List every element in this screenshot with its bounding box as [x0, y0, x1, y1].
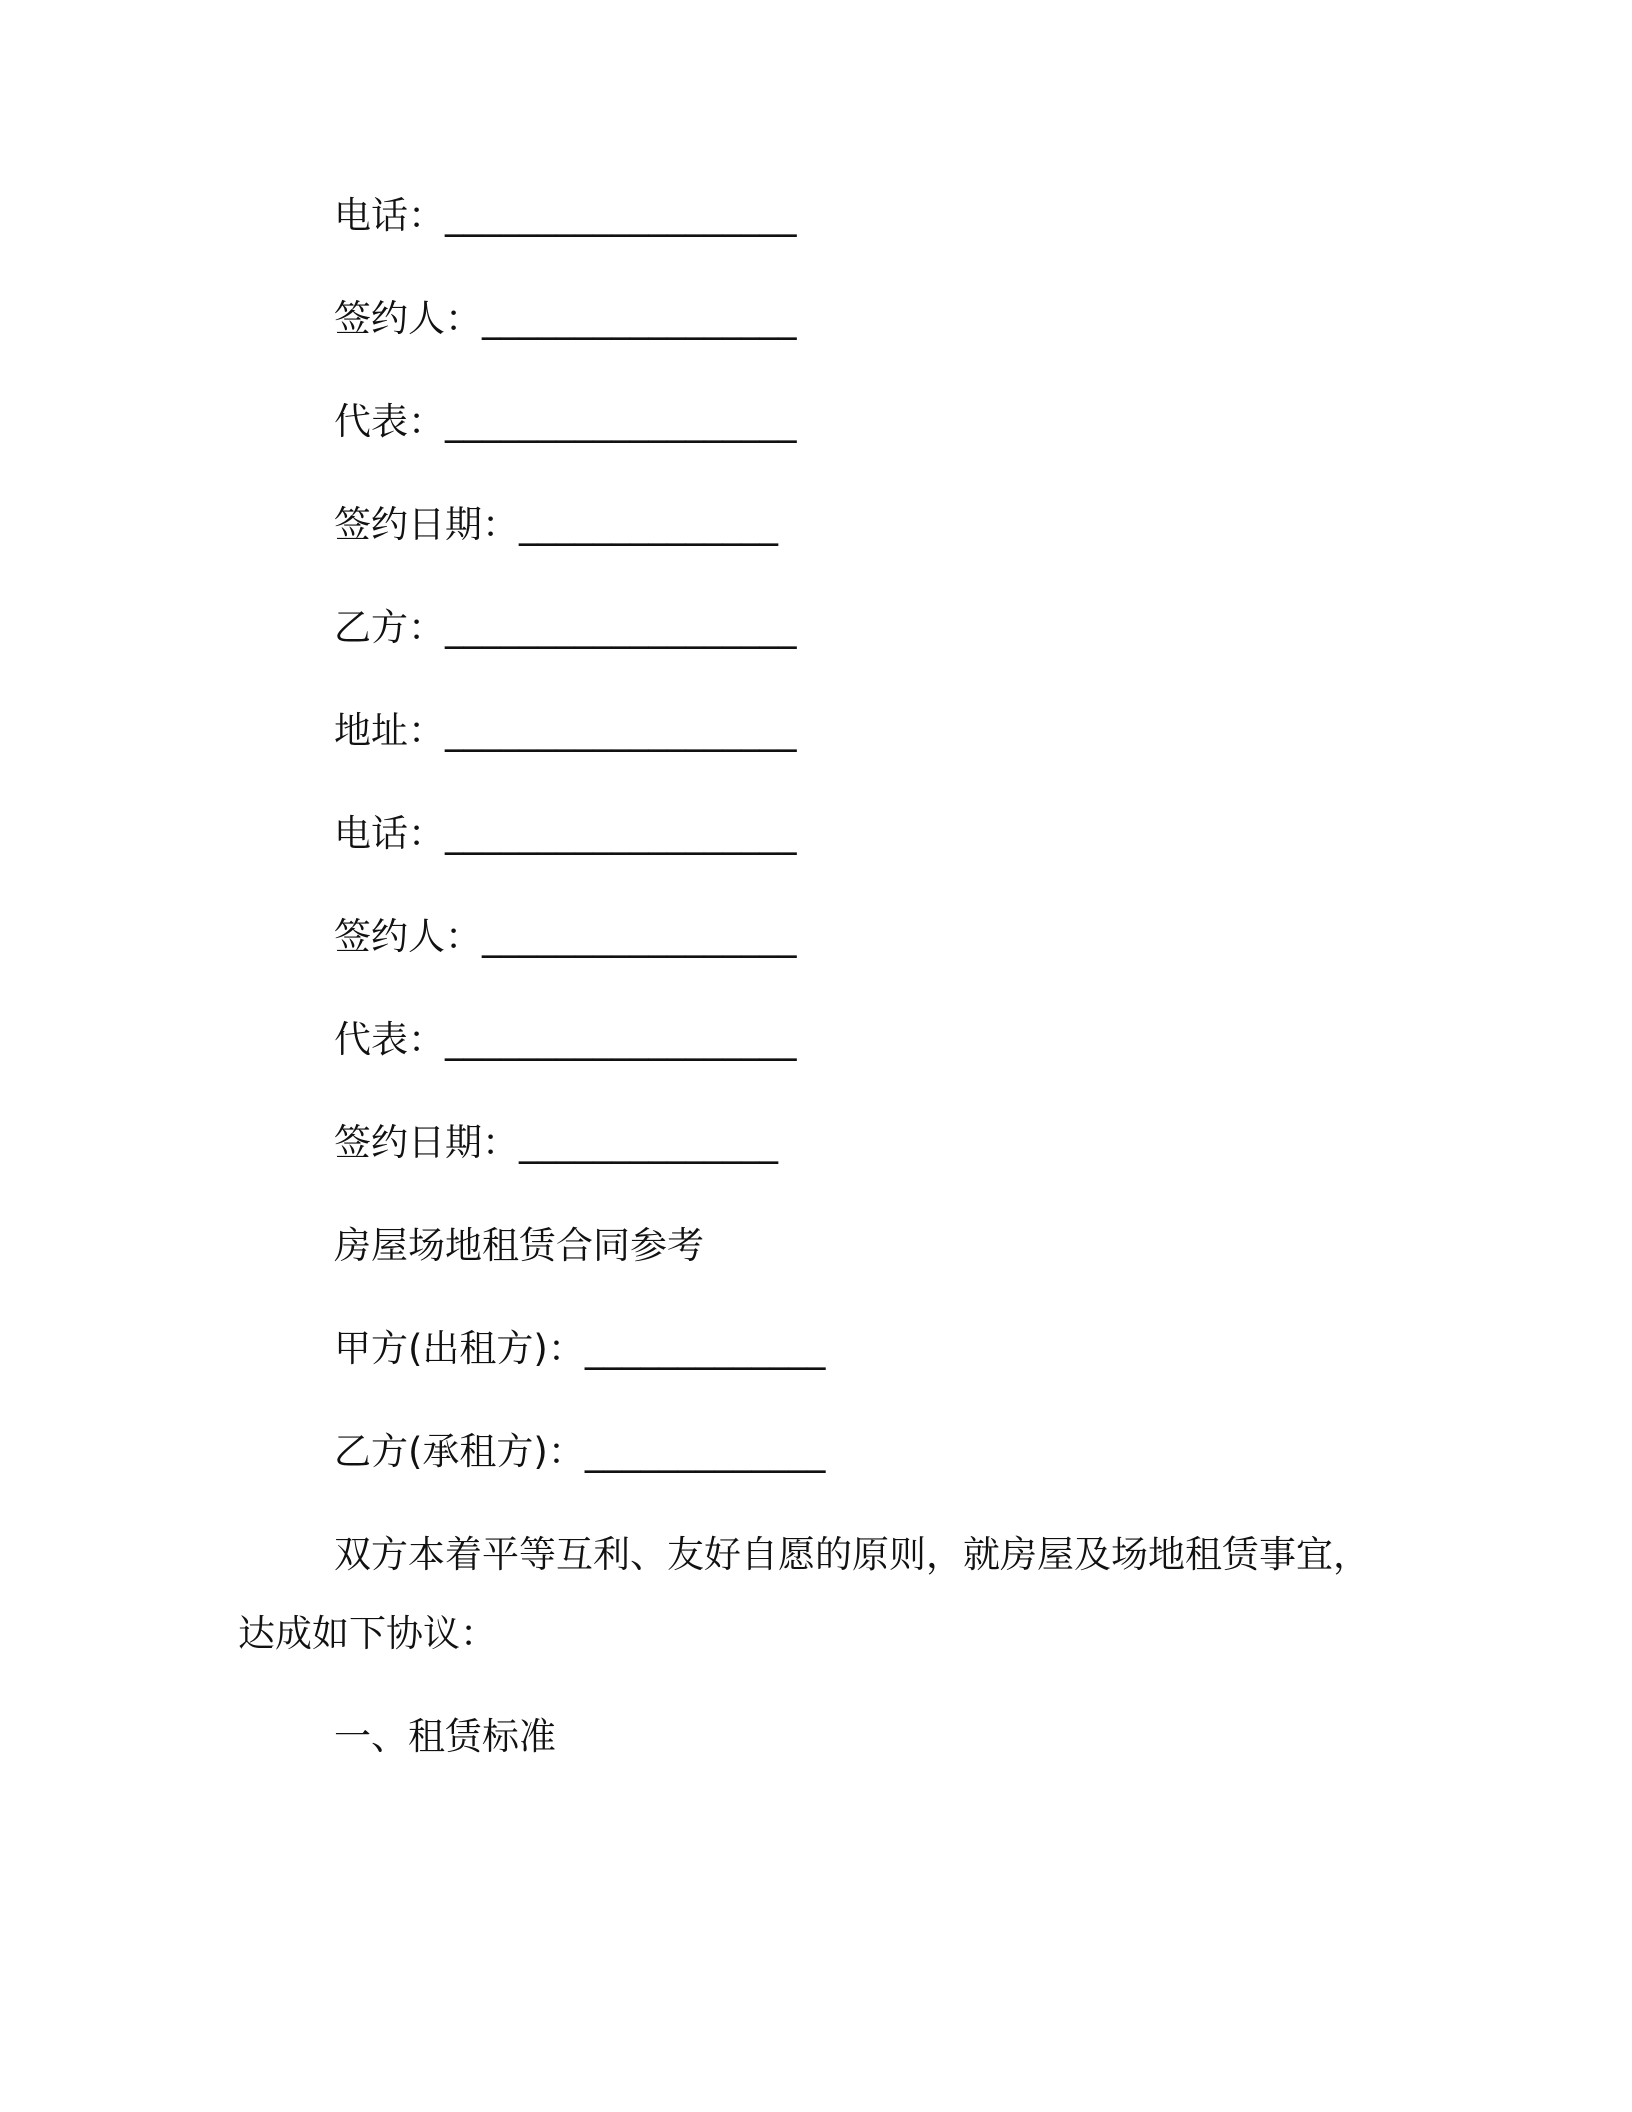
contract-heading: 房屋场地租赁合同参考 [334, 1224, 704, 1267]
party-b-field: 乙方：___________________ [334, 606, 797, 649]
lessor-field: 甲方(出租方)：_____________ [334, 1327, 826, 1370]
party-b-signing-date-field: 签约日期：______________ [334, 1121, 778, 1164]
lessee-field: 乙方(承租方)：_____________ [334, 1430, 826, 1473]
party-a-signatory-field: 签约人：_________________ [334, 297, 797, 340]
party-b-address-field: 地址：___________________ [334, 709, 797, 752]
party-b-phone-field: 电话：___________________ [334, 812, 797, 855]
agreement-paragraph-line-2: 达成如下协议： [238, 1612, 497, 1655]
section-heading-rental-standard: 一、租赁标准 [334, 1715, 556, 1758]
party-b-representative-field: 代表：___________________ [334, 1018, 797, 1061]
party-a-signing-date-field: 签约日期：______________ [334, 503, 778, 546]
party-a-representative-field: 代表：___________________ [334, 400, 797, 443]
agreement-paragraph-line-1: 双方本着平等互利、友好自愿的原则，就房屋及场地租赁事宜， [334, 1533, 1370, 1576]
party-b-signatory-field: 签约人：_________________ [334, 915, 797, 958]
party-a-phone-field: 电话：___________________ [334, 194, 797, 237]
